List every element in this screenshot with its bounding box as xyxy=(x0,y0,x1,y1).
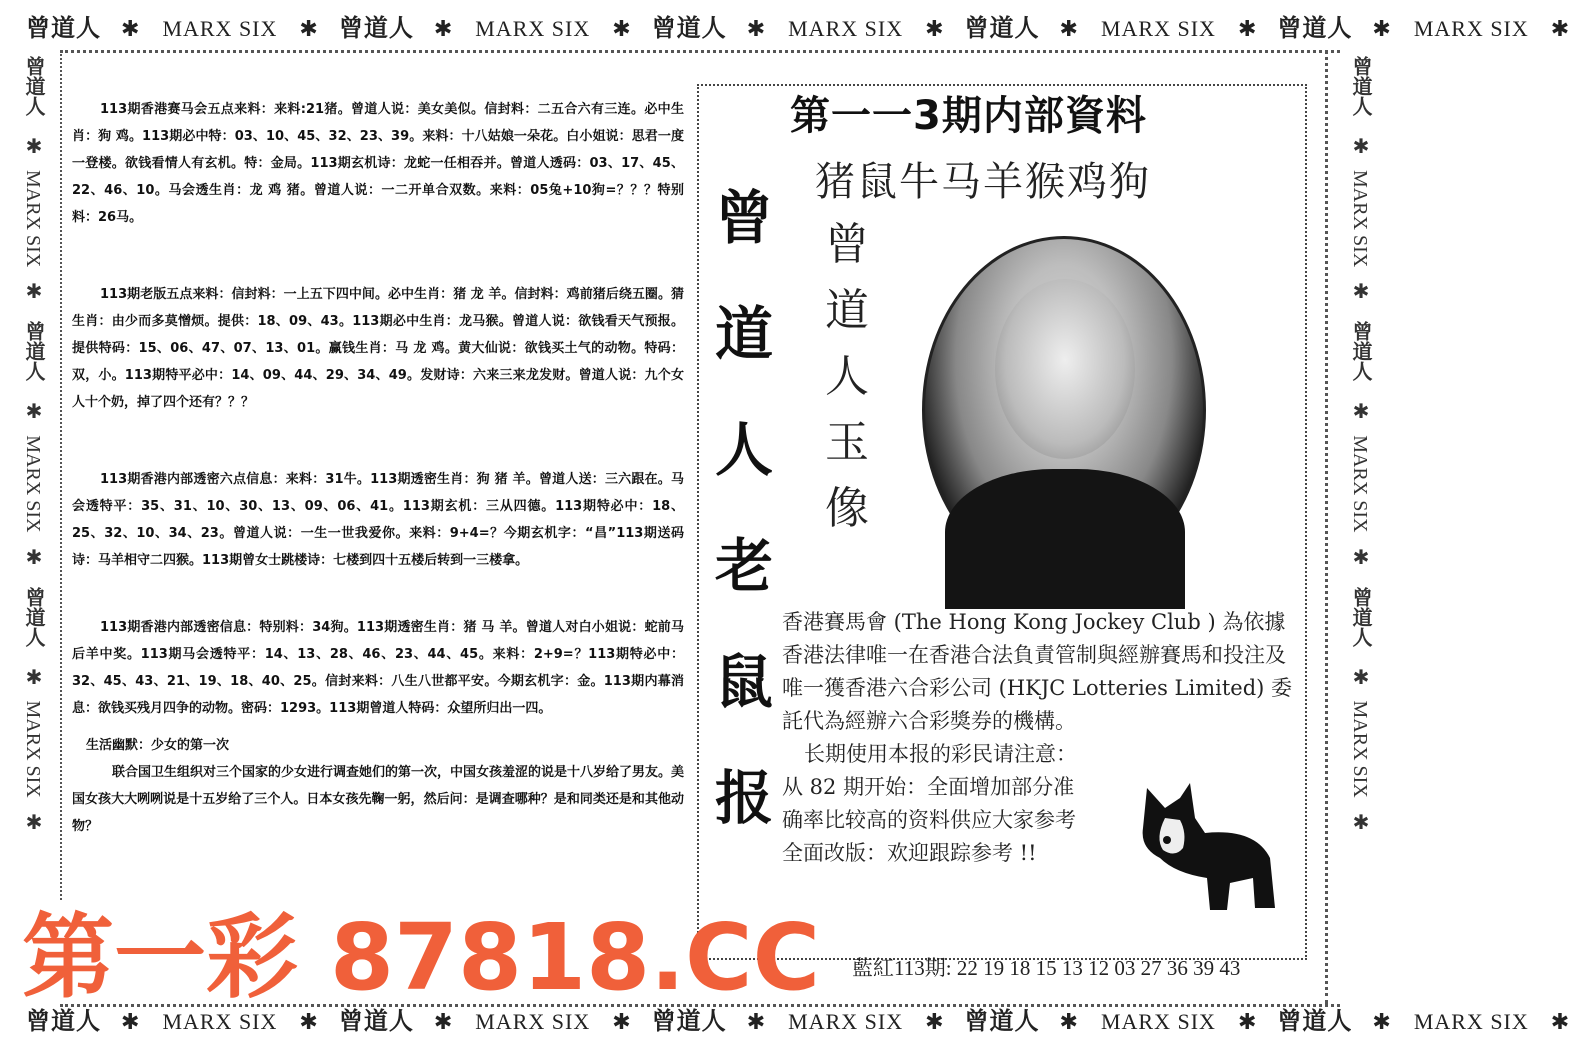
asterisk-star-icon: ✱ xyxy=(22,809,44,834)
draw-label: 藍紅113期: xyxy=(852,956,952,980)
border-text-cn: 曾道人 xyxy=(22,321,44,382)
watermark: 第一彩 87818.CC xyxy=(22,904,821,1011)
issue-title: 第一一3期内部資料 xyxy=(790,93,1147,139)
asterisk-star-icon: ✱ xyxy=(433,1009,454,1034)
paper-name-char: 老 xyxy=(714,532,773,600)
asterisk-star-icon: ✱ xyxy=(121,16,141,41)
asterisk-star-icon: ✱ xyxy=(1059,1009,1079,1034)
border-text-en: MARX SIX xyxy=(1349,170,1371,268)
border-text-cn: 曾道人 xyxy=(338,1009,414,1035)
draw-results xyxy=(852,955,1240,981)
portrait-face xyxy=(995,279,1135,459)
border-text-en: MARX SIX xyxy=(162,16,278,41)
asterisk-star-icon: ✱ xyxy=(1349,399,1371,424)
border-text-cn: 曾道人 xyxy=(1277,16,1353,42)
caption-char: 人 xyxy=(825,351,869,402)
article-paragraph: 113期香港赛马会五点来料：来料:21猪。曾道人说：美女美似。信封料：二五合六有三连。必中生肖：狗 鸡。113期必中特：03、10、45、32、23、39。来料：十八姑娘一朵花。白小姐说：思君一度一登楼。欲钱看情人有玄机。特：金局。113期玄机诗：龙蛇一任相吞并。曾道人透码：03、17、45、22、46、10。马会透生肖：龙 鸡 猪。曾道人说：一二开单合双数。来料：05兔+10狗=？？？特别料：26马。 xyxy=(72,102,684,225)
asterisk-star-icon: ✱ xyxy=(1349,134,1371,158)
asterisk-star-icon: ✱ xyxy=(22,134,44,158)
border-text-en: MARX SIX xyxy=(22,700,44,798)
asterisk-star-icon: ✱ xyxy=(746,16,767,41)
article-column xyxy=(72,96,684,840)
border-text-cn: 曾道人 xyxy=(338,16,414,42)
border-text-cn: 曾道人 xyxy=(22,586,44,647)
asterisk-star-icon: ✱ xyxy=(612,16,632,41)
border-text-en: MARX SIX xyxy=(1413,16,1529,41)
paper-name-char: 曾 xyxy=(714,184,773,252)
border-text-en: MARX SIX xyxy=(1349,435,1371,533)
border-text-en: MARX SIX xyxy=(22,435,44,533)
paper-name-char: 人 xyxy=(714,416,773,484)
asterisk-star-icon: ✱ xyxy=(1237,1009,1258,1034)
draw-numbers: 22 19 18 15 13 12 03 27 36 39 43 xyxy=(956,956,1241,980)
notice-line: 长期使用本报的彩民请注意： xyxy=(804,742,1077,766)
border-text-cn: 曾道人 xyxy=(22,56,44,116)
story-text: 联合国卫生组织对三个国家的少女进行调查她们的第一次，中国女孩羞涩的说是十八岁给了男友。美国女孩大大咧咧说是十五岁给了三个人。日本女孩先鞠一躬，然后问：是调查哪种？是和同类还是和其他动物？ xyxy=(72,765,685,834)
asterisk-star-icon: ✱ xyxy=(1550,16,1571,41)
article-paragraph: 113期香港内部透密信息：特别料：34狗。113期透密生肖：猪 马 羊。曾道人对白小姐说：蛇前马后羊中奖。113期马会透特平：14、13、28、46、23、44、45。来料：2+9=？113期特必中：32、45、43、21、19、18、40、25。信封来料：八生八世都平安。今期玄机字：金。113期内幕消息：欲钱买残月四争的动物。密码：1293。113期曾道人特码：众望所归出一四。 xyxy=(72,620,684,716)
asterisk-star-icon: ✱ xyxy=(612,1009,632,1034)
asterisk-star-icon: ✱ xyxy=(22,544,44,569)
caption-char: 玉 xyxy=(825,417,869,468)
asterisk-star-icon: ✱ xyxy=(1349,809,1371,834)
asterisk-star-icon: ✱ xyxy=(299,1009,319,1034)
asterisk-star-icon: ✱ xyxy=(1349,544,1371,569)
border-band-top xyxy=(20,14,1571,48)
border-text-en: MARX SIX xyxy=(1100,16,1216,41)
notice-line: 全面改版：欢迎跟踪参考 !! xyxy=(782,841,1037,865)
notice-line: 从 82 期开始：全面增加部分准 xyxy=(782,775,1075,799)
border-text-cn: 曾道人 xyxy=(964,16,1040,42)
dog-face-patch xyxy=(1159,818,1184,854)
notice-text xyxy=(782,738,1127,870)
border-band-left xyxy=(18,50,48,900)
asterisk-star-icon: ✱ xyxy=(925,16,945,41)
border-text-cn: 曾道人 xyxy=(26,1009,101,1035)
asterisk-star-icon: ✱ xyxy=(22,279,44,304)
zodiac-line: 猪鼠牛马羊猴鸡狗 xyxy=(815,159,1151,205)
border-text-cn: 曾道人 xyxy=(1277,1009,1353,1035)
border-text-en: MARX SIX xyxy=(162,1009,278,1034)
paper-name-char: 报 xyxy=(714,764,773,832)
asterisk-star-icon: ✱ xyxy=(1349,664,1371,689)
jockey-club-text: 香港賽馬會 (The Hong Kong Jockey Club ) 為依據香港法律唯一在香港合法負責管制與經辦賽馬和投注及唯一獲香港六合彩公司 (HKJC Lotteries Limited) 委託代為經辦六合彩獎券的機構。 xyxy=(782,610,1293,733)
caption-char: 像 xyxy=(825,483,869,534)
asterisk-star-icon: ✱ xyxy=(1237,16,1258,41)
border-text-en: MARX SIX xyxy=(22,170,44,268)
divider-left xyxy=(60,50,62,900)
border-text-cn: 曾道人 xyxy=(26,16,101,42)
border-text-cn: 曾道人 xyxy=(651,16,727,42)
border-text-cn: 曾道人 xyxy=(1349,321,1371,382)
border-text-en: MARX SIX xyxy=(788,1009,904,1034)
dog-eye xyxy=(1163,836,1171,844)
asterisk-star-icon: ✱ xyxy=(1349,279,1371,304)
border-text-en: MARX SIX xyxy=(788,16,904,41)
paper-name-char: 道 xyxy=(714,300,773,368)
asterisk-star-icon: ✱ xyxy=(925,1009,945,1034)
paper-name-char: 鼠 xyxy=(714,648,773,716)
dog-image xyxy=(1135,778,1285,913)
asterisk-star-icon: ✱ xyxy=(299,16,319,41)
border-text-cn: 曾道人 xyxy=(964,1009,1040,1035)
border-text-en: MARX SIX xyxy=(1100,1009,1216,1034)
portrait-caption xyxy=(822,212,872,542)
border-text-en: MARX SIX xyxy=(475,1009,591,1034)
asterisk-star-icon: ✱ xyxy=(1550,1009,1571,1034)
asterisk-star-icon: ✱ xyxy=(1372,16,1392,41)
asterisk-star-icon: ✱ xyxy=(22,664,44,689)
portrait-body xyxy=(945,469,1185,609)
notice-line: 确率比较高的资料供应大家参考 xyxy=(782,808,1076,832)
asterisk-star-icon: ✱ xyxy=(1372,1009,1392,1034)
divider-right xyxy=(1325,50,1328,1004)
asterisk-star-icon: ✱ xyxy=(1059,16,1079,41)
portrait-photo xyxy=(922,236,1206,584)
paper-name-vertical xyxy=(712,160,776,856)
border-text-cn: 曾道人 xyxy=(1349,586,1371,647)
asterisk-star-icon: ✱ xyxy=(121,1009,141,1034)
caption-char: 曾 xyxy=(825,219,869,270)
caption-char: 道 xyxy=(825,285,869,336)
border-text-en: MARX SIX xyxy=(1413,1009,1529,1034)
border-text-cn: 曾道人 xyxy=(651,1009,727,1035)
border-text-en: MARX SIX xyxy=(475,16,591,41)
border-band-bottom xyxy=(20,1007,1571,1037)
divider-top xyxy=(60,50,1340,53)
asterisk-star-icon: ✱ xyxy=(433,16,454,41)
story-title: 生活幽默：少女的第一次 xyxy=(86,738,230,753)
border-band-right xyxy=(1345,50,1375,990)
article-paragraph: 113期老版五点来料：信封料：一上五下四中间。必中生肖：猪 龙 羊。信封料：鸡前猪后绕五圈。猜生肖：由少而多莫憎烦。提供：18、09、43。113期必中生肖：龙马猴。曾道人说：欲钱看天气预报。提供特码：15、06、47、07、13、01。赢钱生肖：马 龙 鸡。黄大仙说：欲钱买土气的动物。特码：双，小。113期特平必中：14、09、44、29、34、49。发财诗：六来三来龙发财。曾道人说：九个女人十个奶，掉了四个还有？？？ xyxy=(72,287,684,410)
asterisk-star-icon: ✱ xyxy=(22,399,44,424)
border-text-cn: 曾道人 xyxy=(1349,56,1371,116)
article-paragraph: 113期香港内部透密六点信息：来料：31牛。113期透密生肖：狗 猪 羊。曾道人送：三六跟在。马会透特平：35、31、10、30、13、09、06、41。113期玄机：三从四德。113期特必中：18、25、32、10、34、23。曾道人说：一生一世我爱你。来料：9+4=？今期玄机字：“昌”113期送码诗：马羊相守二四猴。113期曾女士跳楼诗：七楼到四十五楼后转到一三楼拿。 xyxy=(72,472,684,568)
asterisk-star-icon: ✱ xyxy=(746,1009,767,1034)
border-text-en: MARX SIX xyxy=(1349,700,1371,798)
